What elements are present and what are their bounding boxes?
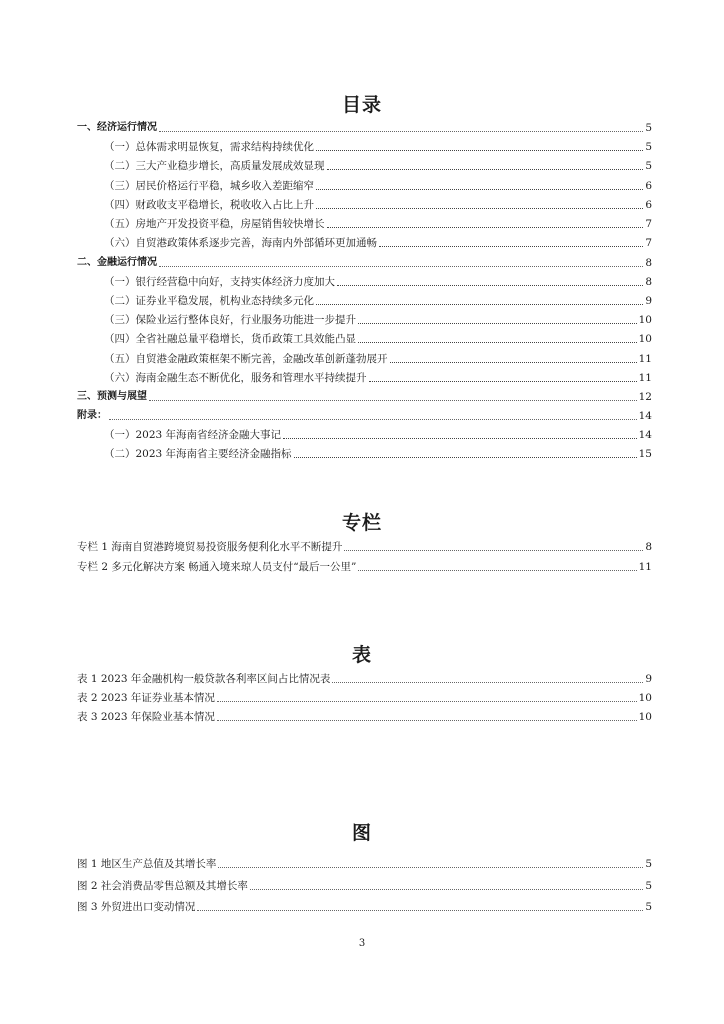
dot-leader	[358, 342, 637, 343]
toc-entry-text: （五）房地产开发投资平稳，房屋销售较快增长	[104, 218, 325, 230]
figure-entry-text: 图 3 外贸进出口变动情况	[77, 901, 196, 913]
toc-entry[interactable]	[104, 369, 652, 385]
column-entry[interactable]	[77, 538, 652, 554]
dot-leader	[217, 701, 637, 702]
toc-entry-text: 二、金融运行情况	[77, 257, 157, 268]
dot-leader	[390, 362, 637, 363]
table-entry[interactable]	[77, 708, 652, 724]
toc-entry-text: （三）居民价格运行平稳，城乡收入差距缩窄	[104, 180, 314, 192]
toc-entry-text: （一）银行经营稳中向好，支持实体经济力度加大	[104, 276, 335, 288]
toc-entry[interactable]	[104, 177, 652, 193]
column-entry[interactable]	[77, 558, 652, 574]
dot-leader	[344, 550, 643, 551]
toc-entry-appendix[interactable]	[77, 407, 652, 423]
toc-entry-page: 8	[645, 276, 652, 288]
figure-entry-page: 5	[645, 880, 652, 892]
toc-entry-text: （六）海南金融生态不断优化，服务和管理水平持续提升	[104, 372, 367, 384]
toc-entry-page: 5	[645, 141, 652, 153]
toc-entry-page: 10	[638, 333, 652, 345]
toc-entry-section-2[interactable]	[77, 254, 652, 270]
toc-entry[interactable]	[104, 157, 652, 173]
toc-entry[interactable]	[104, 330, 652, 346]
dot-leader	[358, 323, 637, 324]
toc-entry-page: 8	[645, 257, 652, 269]
toc-entry-page: 11	[638, 353, 652, 365]
dot-leader	[316, 150, 643, 151]
toc-entry-text: （二）2023 年海南省主要经济金融指标	[104, 448, 292, 460]
page-number: 3	[358, 938, 366, 949]
toc-entry-text: 附录：	[77, 410, 107, 421]
dot-leader	[316, 208, 643, 209]
toc-entry[interactable]	[104, 196, 652, 212]
dot-leader	[218, 867, 643, 868]
toc-entry-text: （五）自贸港金融政策框架不断完善，金融改革创新蓬勃展开	[104, 353, 388, 365]
table-entry[interactable]	[77, 670, 652, 686]
dot-leader	[316, 304, 643, 305]
dot-leader	[149, 400, 637, 401]
dot-leader	[369, 381, 637, 382]
toc-entry[interactable]	[104, 292, 652, 308]
toc-entry-page: 6	[645, 180, 652, 192]
dot-leader	[327, 227, 644, 228]
dot-leader	[283, 438, 637, 439]
toc-entry-text: （二）三大产业稳步增长，高质量发展成效显现	[104, 160, 325, 172]
toc-entry-section-1[interactable]	[77, 119, 652, 135]
toc-entry-page: 5	[645, 160, 652, 172]
toc-entry-text: （二）证券业平稳发展，机构业态持续多元化	[104, 295, 314, 307]
toc-entry-page: 9	[645, 295, 652, 307]
toc-entry-page: 14	[638, 429, 652, 441]
toc-entry-text: （三）保险业运行整体良好，行业服务功能进一步提升	[104, 314, 356, 326]
toc-entry-page: 7	[645, 218, 652, 230]
figure-entry[interactable]	[77, 898, 652, 914]
table-entry-page: 9	[645, 673, 652, 685]
table-entry-text: 表 3 2023 年保险业基本情况	[77, 711, 215, 723]
dot-leader	[159, 266, 643, 267]
column-entry-text: 专栏 1 海南自贸港跨境贸易投资服务便利化水平不断提升	[77, 541, 343, 553]
toc-entry[interactable]	[104, 273, 652, 289]
figure-entry-text: 图 1 地区生产总值及其增长率	[77, 858, 217, 870]
column-entry-page: 11	[638, 561, 652, 573]
toc-entry-page: 7	[645, 237, 652, 249]
dot-leader	[197, 910, 643, 911]
tables-title: 表	[351, 644, 372, 666]
figure-entry-text: 图 2 社会消费品零售总额及其增长率	[77, 880, 248, 892]
dot-leader	[332, 682, 643, 683]
columns-title: 专栏	[341, 512, 382, 534]
figures-title: 图	[351, 822, 372, 844]
toc-title: 目录	[341, 94, 382, 116]
dot-leader	[294, 457, 637, 458]
toc-entry[interactable]	[104, 350, 652, 366]
column-entry-page: 8	[645, 541, 652, 553]
toc-entry[interactable]	[104, 426, 652, 442]
toc-entry[interactable]	[104, 311, 652, 327]
toc-entry-text: （四）全省社融总量平稳增长，货币政策工具效能凸显	[104, 333, 356, 345]
toc-entry[interactable]	[104, 215, 652, 231]
toc-entry-page: 12	[638, 391, 652, 403]
toc-entry-text: 一、经济运行情况	[77, 122, 157, 133]
dot-leader	[327, 169, 644, 170]
toc-entry-page: 14	[638, 410, 652, 422]
dot-leader	[109, 419, 637, 420]
toc-entry[interactable]	[104, 234, 652, 250]
toc-entry[interactable]	[104, 445, 652, 461]
dot-leader	[337, 285, 643, 286]
dot-leader	[379, 246, 643, 247]
toc-entry-text: （四）财政收支平稳增长，税收收入占比上升	[104, 199, 314, 211]
toc-entry[interactable]	[104, 138, 652, 154]
toc-entry-text: （六）自贸港政策体系逐步完善，海南内外部循环更加通畅	[104, 237, 377, 249]
figure-entry-page: 5	[645, 858, 652, 870]
toc-entry-text: 三、预测与展望	[77, 391, 147, 402]
dot-leader	[316, 189, 643, 190]
table-entry[interactable]	[77, 689, 652, 705]
dot-leader	[250, 889, 643, 890]
figure-entry[interactable]	[77, 855, 652, 871]
toc-entry-page: 6	[645, 199, 652, 211]
dot-leader	[217, 720, 637, 721]
toc-entry-text: （一）2023 年海南省经济金融大事记	[104, 429, 282, 441]
toc-entry-page: 11	[638, 372, 652, 384]
toc-entry-page: 5	[645, 122, 652, 134]
table-entry-page: 10	[638, 692, 652, 704]
dot-leader	[159, 131, 643, 132]
column-entry-text: 专栏 2 多元化解决方案 畅通入境来琼人员支付“最后一公里”	[77, 561, 357, 573]
table-entry-text: 表 1 2023 年金融机构一般贷款各利率区间占比情况表	[77, 673, 331, 685]
figure-entry-page: 5	[645, 901, 652, 913]
figure-entry[interactable]	[77, 877, 652, 893]
toc-entry-section-3[interactable]	[77, 388, 652, 404]
table-entry-text: 表 2 2023 年证券业基本情况	[77, 692, 215, 704]
toc-entry-text: （一）总体需求明显恢复，需求结构持续优化	[104, 141, 314, 153]
toc-entry-page: 15	[638, 448, 652, 460]
toc-entry-page: 10	[638, 314, 652, 326]
table-entry-page: 10	[638, 711, 652, 723]
dot-leader	[358, 570, 636, 571]
